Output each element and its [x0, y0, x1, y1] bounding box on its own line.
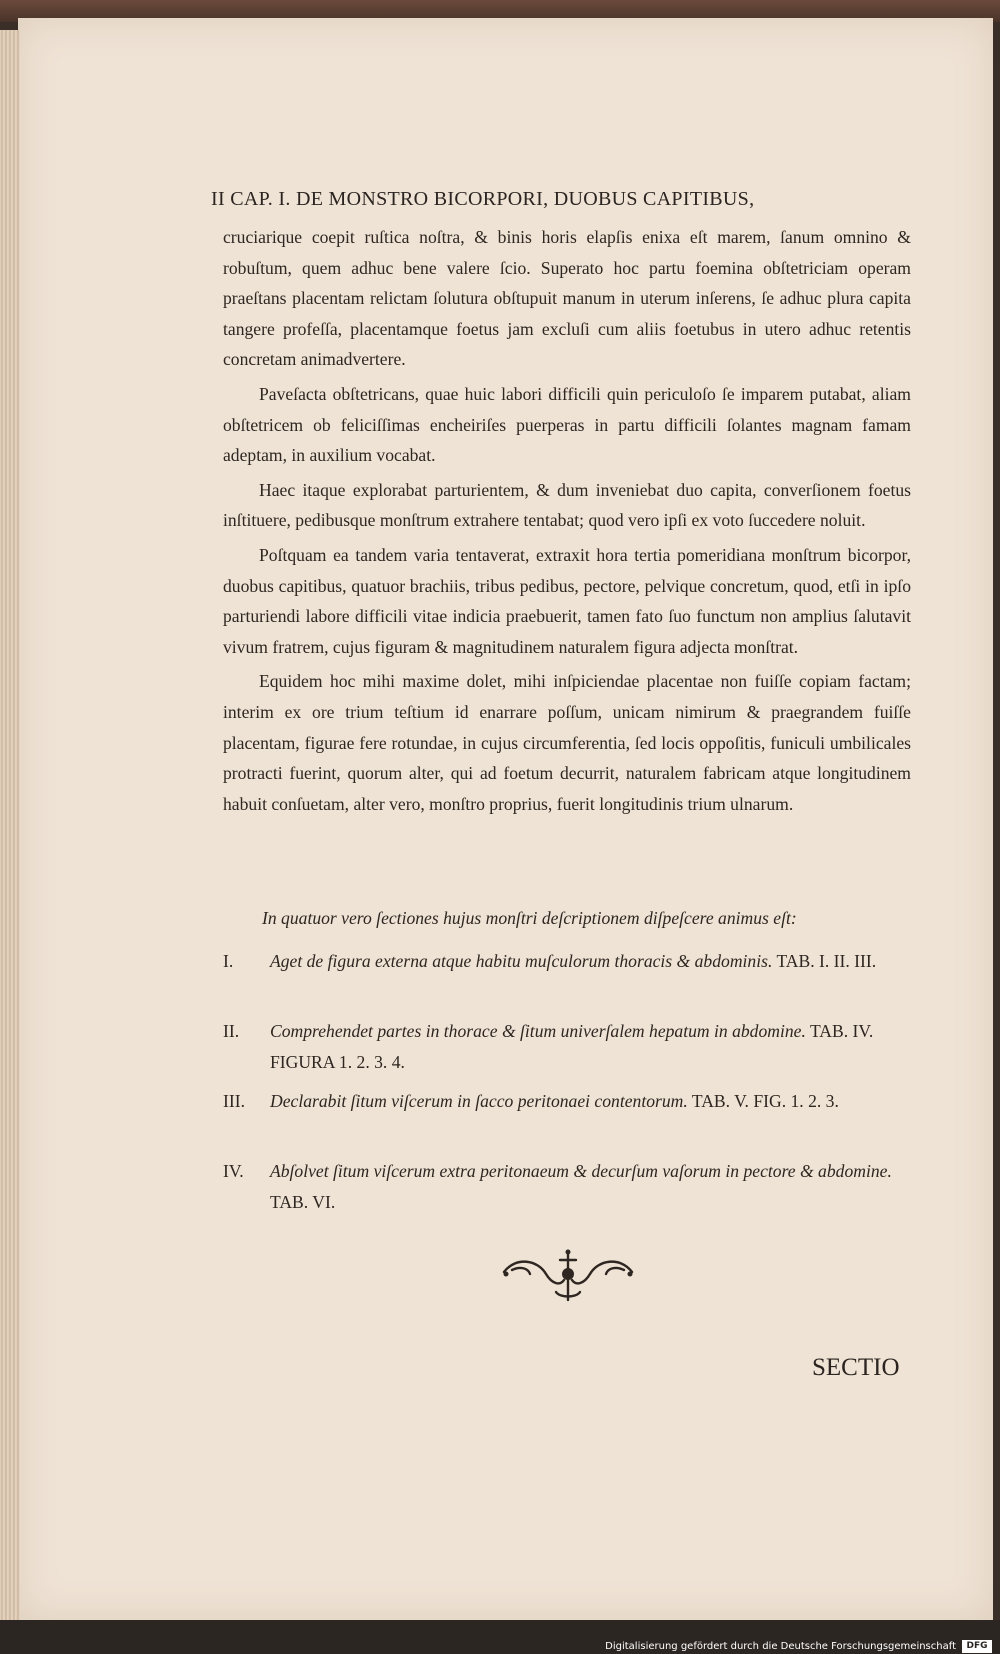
section-list [223, 946, 911, 1218]
page-edge-stack [0, 30, 20, 1620]
funding-credit: Digitalisierung gefördert durch die Deutsche Forschungsgemeinschaft [605, 1641, 956, 1652]
list-item [223, 1016, 911, 1086]
main-text [223, 222, 911, 823]
list-item [223, 1156, 911, 1218]
paragraph: Equidem hoc mihi maxime dolet, mihi inſpiciendae placentae non fuiſſe copiam factam; interim ex ore trium teſtium id enarrare poſſum, unicam nimirum & praegrandem fuiſſe placentam, figurae fere rotundae, in cujus circumferentia, ſed locis oppoſitis, funiculi umbilicales protracti fuerint, quorum alter, qui ad foetum decurrit, naturalem fabricam atque longitudinem habuit conſuetam, alter vero, monſtro proprius, fuerit longitudinis trium ulnarum. [223, 671, 911, 814]
section-description: Comprehendet partes in thorace & ſitum univerſalem hepatum in abdomine. [270, 1021, 806, 1041]
running-header: II CAP. I. DE MONSTRO BICORPORI, DUOBUS CAPITIBUS, [211, 188, 755, 210]
sections-intro: In quatuor vero ſectiones hujus monſtri deſcriptionem diſpeſcere animus eſt: [262, 908, 797, 928]
printers-ornament [498, 1246, 638, 1304]
dfg-logo: DFG [962, 1640, 992, 1653]
list-item [223, 946, 911, 1016]
plate-reference: TAB. V. FIG. 1. 2. 3. [687, 1091, 839, 1111]
plate-reference: TAB. I. II. III. [772, 951, 877, 971]
section-description: Abſolvet ſitum viſcerum extra peritonaeum & decurſum vaſorum in pectore & abdomine. [270, 1161, 892, 1181]
plate-reference: TAB. VI. [270, 1192, 336, 1212]
plate-reference: TAB. IV. FIGURA 1. 2. 3. 4. [270, 1021, 874, 1072]
section-description: Declarabit ſitum viſcerum in ſacco peritonaei contentorum. [270, 1091, 688, 1111]
paragraph: Poſtquam ea tandem varia tentaverat, extraxit hora tertia pomeridiana monſtrum bicorpor, duobus capitibus, quatuor brachiis, tribus pedibus, pectore, pelvique concretum, quod, etſi in ipſo parturiendi labore difficili vitae indicia praebuerit, tamen fato ſuo functum non amplius ſalutavit vivum fratrem, cujus figuram & magnitudinem naturalem figura adjecta monſtrat. [223, 544, 911, 657]
catchword: SECTIO [812, 1354, 900, 1381]
section-number: III. [223, 1091, 245, 1111]
section-number: II. [223, 1021, 240, 1041]
list-item [223, 1086, 911, 1156]
paragraph: Haec itaque explorabat parturientem, & dum inveniebat duo capita, converſionem foetus inſtituere, pedibusque monſtrum extrahere tentabat; quod vero ipſi ex voto ſuccedere noluit. [223, 479, 911, 531]
section-number: I. [223, 951, 234, 971]
section-number: IV. [223, 1161, 244, 1181]
section-description: Aget de figura externa atque habitu muſculorum thoracis & abdominis. [270, 951, 773, 971]
paragraph: Paveſacta obſtetricans, quae huic labori difficili quin periculoſo ſe imparem putabat, aliam obſtetricem ob feliciſſimas encheiriſes puerperas in partu difficili ſolantes magnam famam adeptam, in auxilium vocabat. [223, 383, 911, 466]
paragraph: cruciarique coepit ruſtica noſtra, & binis horis elapſis enixa eſt marem, ſanum omnino & robuſtum, quem adhuc bene valere ſcio. Superato hoc partu foemina obſtetriciam operam praeſtans placentam relictam ſolutura obſtupuit manum in uterum inſerens, ſe adhuc plura capita tangere profeſſa, placentamque foetus jam excluſi cum aliis foetubus in utero adhuc retentis concretam animadvertere. [223, 227, 911, 370]
